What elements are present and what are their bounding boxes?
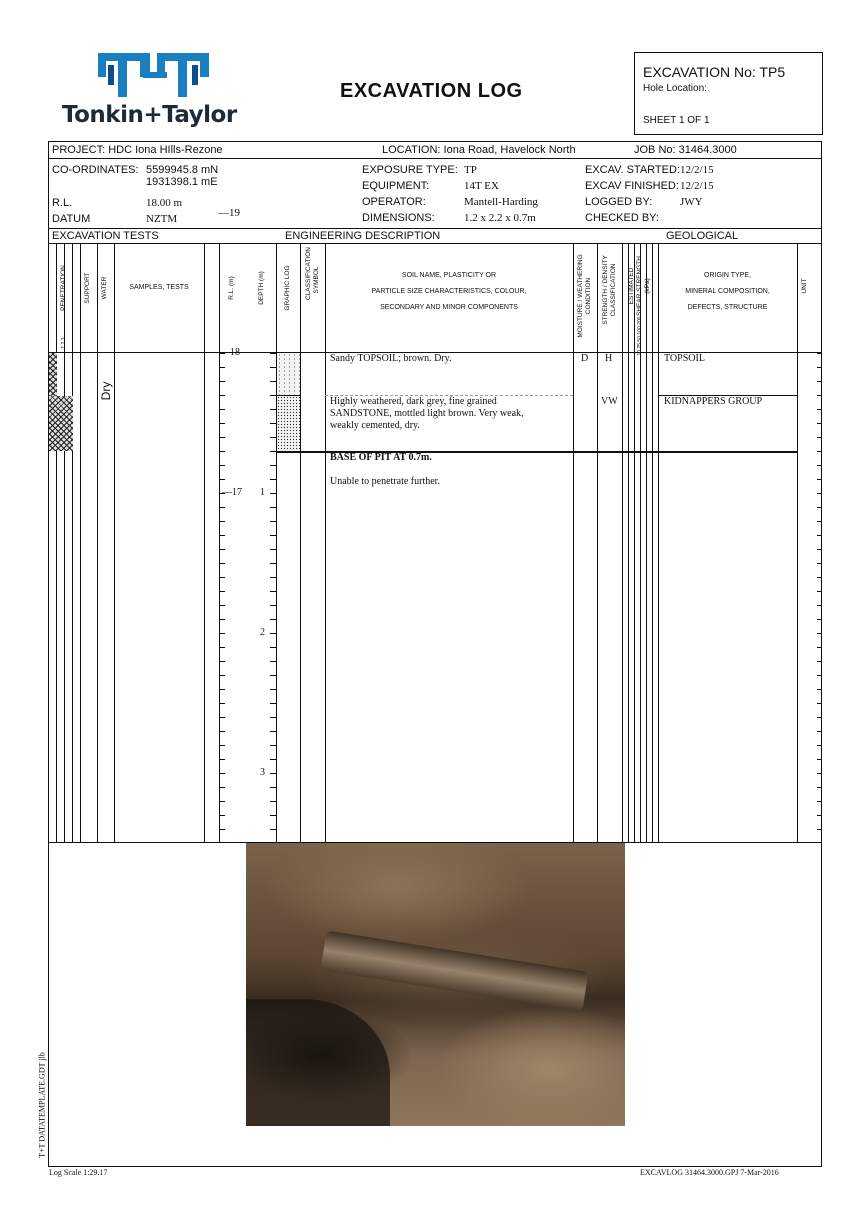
page-title: EXCAVATION LOG [340, 80, 523, 102]
depth-tick [270, 395, 276, 396]
col-moisture: MOISTURE / WEATHERING CONDITION [577, 254, 592, 338]
depth-tick [270, 437, 276, 438]
depth-tick [270, 479, 276, 480]
unit-tick [817, 619, 822, 620]
logged-value: JWY [680, 196, 703, 208]
unit-tick [817, 801, 822, 802]
unit-tick [817, 717, 822, 718]
depth-tick [270, 493, 276, 494]
depth-tick [270, 353, 276, 354]
rl-tick [219, 395, 225, 396]
unit-tick [817, 647, 822, 648]
rl-tick [219, 591, 225, 592]
rl-tick [219, 759, 225, 760]
unit-tick [817, 549, 822, 550]
excavation-photo [246, 843, 625, 1126]
rl-tick [219, 647, 225, 648]
rl-tick [219, 605, 225, 606]
finished-label: EXCAV FINISHED: [585, 180, 679, 192]
logged-label: LOGGED BY: [585, 196, 653, 208]
rl-tick [219, 633, 225, 634]
base-of-pit: BASE OF PIT AT 0.7m. [330, 452, 432, 463]
col-soil-name: SOIL NAME, PLASTICITY OR PARTICLE SIZE CHARACTERISTICS, COLOUR, SECONDARY AND MINOR COMPONENTS [371, 272, 527, 311]
rl-tick [219, 535, 225, 536]
layer2-strength: VW [601, 396, 618, 407]
unit-tick [817, 535, 822, 536]
rl-tick [219, 745, 225, 746]
unit-tick [817, 815, 822, 816]
depth-tick [270, 759, 276, 760]
dimensions-value: 1.2 x 2.2 x 0.7m [464, 212, 536, 224]
depth-tick [270, 465, 276, 466]
depth-tick [270, 409, 276, 410]
exposure-value: TP [464, 164, 477, 176]
col-rl: R.L. (m) [228, 276, 235, 300]
excavation-no-box [634, 52, 823, 135]
rl-tick [219, 829, 225, 830]
unit-tick [817, 591, 822, 592]
rl-tick [219, 381, 225, 382]
unit-tick [817, 465, 822, 466]
col-depth: DEPTH (m) [258, 271, 265, 305]
depth-tick [270, 591, 276, 592]
unit-tick [817, 633, 822, 634]
depth-tick [270, 549, 276, 550]
rl-tick [219, 493, 225, 494]
depth-marker-2: 2 [260, 627, 265, 638]
col-unit: UNIT [801, 278, 808, 294]
depth-tick [270, 689, 276, 690]
graphic-sandstone [277, 396, 300, 451]
company-logo [60, 50, 250, 135]
started-label: EXCAV. STARTED: [585, 164, 680, 176]
location-label: LOCATION: Iona Road, Havelock North [382, 144, 576, 156]
sheet-number: SHEET 1 OF 1 [643, 115, 710, 126]
col-shear: ESTIMATED SHEAR STRENGTH (kPa) [628, 256, 651, 316]
equipment-label: EQUIPMENT: [362, 180, 430, 192]
unit-tick [817, 451, 822, 452]
excavation-no: EXCAVATION No: TP5 [643, 64, 786, 80]
operator-label: OPERATOR: [362, 196, 426, 208]
rl-tick [219, 423, 225, 424]
rl-tick [219, 815, 225, 816]
equipment-value: 14T EX [464, 180, 499, 192]
rl-label: R.L. [52, 197, 73, 209]
finished-value: 12/2/15 [680, 180, 714, 192]
layer2-description: Highly weathered, dark grey, fine grained SANDSTONE, mottled light brown. Very weak, weakly cemented, dry. [330, 396, 524, 431]
unit-tick [817, 563, 822, 564]
depth-tick [270, 647, 276, 648]
rl-tick [219, 619, 225, 620]
tt-logo-icon [60, 50, 250, 105]
depth-tick [270, 605, 276, 606]
section-geological: GEOLOGICAL [666, 230, 739, 242]
started-value: 12/2/15 [680, 164, 714, 176]
rl-tick [219, 521, 225, 522]
unit-tick [817, 409, 822, 410]
rl-tick [219, 703, 225, 704]
depth-tick [270, 815, 276, 816]
rl-tick [219, 689, 225, 690]
unit-tick [817, 479, 822, 480]
depth-tick [270, 423, 276, 424]
rl-tick [219, 465, 225, 466]
depth-tick [270, 577, 276, 578]
rl-tick [219, 507, 225, 508]
dimensions-label: DIMENSIONS: [362, 212, 435, 224]
water-condition: Dry [99, 381, 113, 401]
depth-tick [270, 829, 276, 830]
coordinates-north: 5599945.8 mN [146, 164, 219, 176]
unit-tick [817, 605, 822, 606]
rl-marker-18: 18 [230, 347, 240, 358]
rl-tick [219, 479, 225, 480]
col-water: WATER [101, 276, 108, 300]
col-classification: CLASSIFICATION SYMBOL [305, 247, 320, 300]
rl-marker-17: —17 [222, 487, 242, 498]
depth-tick [270, 535, 276, 536]
unit-tick [817, 367, 822, 368]
col-origin: ORIGIN TYPE, MINERAL COMPOSITION, DEFECTS, STRUCTURE [685, 272, 770, 311]
depth-tick [270, 367, 276, 368]
unit-tick [817, 787, 822, 788]
operator-value: Mantell-Harding [464, 196, 538, 208]
section-excavation-tests: EXCAVATION TESTS [52, 230, 159, 242]
depth-tick [270, 787, 276, 788]
depth-tick [270, 507, 276, 508]
unit-tick [817, 703, 822, 704]
coordinates-east: 1931398.1 mE [146, 176, 218, 188]
log-note: Unable to penetrate further. [330, 476, 440, 487]
rl-tick [219, 717, 225, 718]
rl-tick [219, 409, 225, 410]
depth-tick [270, 661, 276, 662]
checked-label: CHECKED BY: [585, 212, 659, 224]
unit-tick [817, 689, 822, 690]
layer1-description: Sandy TOPSOIL; brown. Dry. [330, 353, 452, 364]
layer1-moisture: D [581, 353, 589, 364]
depth-tick [270, 563, 276, 564]
unit-tick [817, 395, 822, 396]
rl-tick [219, 563, 225, 564]
rl-tick [219, 451, 225, 452]
col-graphic-log: GRAPHIC LOG [284, 265, 291, 311]
layer2-geological: KIDNAPPERS GROUP [664, 396, 763, 407]
col-support: SUPPORT [84, 272, 91, 304]
rl-value: 18.00 m [146, 197, 183, 209]
graphic-topsoil [277, 353, 300, 395]
unit-tick [817, 437, 822, 438]
penetration-bar-2 [49, 396, 73, 451]
exposure-label: EXPOSURE TYPE: [362, 164, 458, 176]
layer1-geological: TOPSOIL [664, 353, 705, 364]
depth-tick [270, 801, 276, 802]
depth-marker-1: 1 [260, 487, 265, 498]
unit-tick [817, 773, 822, 774]
rl-tick [219, 437, 225, 438]
unit-tick [817, 759, 822, 760]
unit-tick [817, 381, 822, 382]
rl-marker-19: —19 [218, 207, 240, 219]
depth-tick [270, 745, 276, 746]
depth-tick [270, 521, 276, 522]
col-penetration-scale: 1 2 3 [61, 337, 67, 349]
depth-tick [270, 633, 276, 634]
file-reference: EXCAVLOG 31464.3000.GPJ 7-Mar-2016 [640, 1168, 779, 1177]
unit-tick [817, 423, 822, 424]
rl-tick [219, 577, 225, 578]
logo-text: Tonkin+Taylor [62, 102, 237, 128]
layer1-strength: H [605, 353, 613, 364]
job-number: JOB No: 31464.3000 [634, 144, 737, 156]
depth-tick [270, 675, 276, 676]
unit-tick [817, 507, 822, 508]
depth-marker-3: 3 [260, 767, 265, 778]
template-reference: T+T DATATEMPLATE.GDT jlb [37, 1052, 47, 1158]
section-engineering-description: ENGINEERING DESCRIPTION [285, 230, 441, 242]
rl-tick [219, 353, 225, 354]
unit-tick [817, 353, 822, 354]
depth-tick [270, 381, 276, 382]
col-strength: STRENGTH / DENSITY CLASSIFICATION [602, 255, 617, 325]
unit-tick [817, 521, 822, 522]
unit-tick [817, 493, 822, 494]
datum-value: NZTM [146, 213, 178, 225]
depth-tick [270, 773, 276, 774]
unit-tick [817, 829, 822, 830]
penetration-bar-1 [49, 353, 57, 396]
rl-tick [219, 367, 225, 368]
unit-tick [817, 731, 822, 732]
rl-tick [219, 801, 225, 802]
rl-tick [219, 675, 225, 676]
project-label: PROJECT: HDC Iona HIlls-Rezone [52, 144, 223, 156]
coordinates-label: CO-ORDINATES: [52, 164, 139, 176]
hole-location: Hole Location: [643, 83, 707, 94]
rl-tick [219, 773, 225, 774]
depth-tick [270, 703, 276, 704]
col-shear-scale: 10 25 50 100 200 [637, 316, 643, 356]
depth-tick [270, 731, 276, 732]
rl-tick [219, 549, 225, 550]
unit-tick [817, 675, 822, 676]
col-samples: SAMPLES, TESTS [129, 284, 189, 291]
depth-tick [270, 451, 276, 452]
rl-tick [219, 731, 225, 732]
unit-tick [817, 745, 822, 746]
unit-tick [817, 577, 822, 578]
depth-tick [270, 619, 276, 620]
log-scale: Log Scale 1:29.17 [49, 1168, 108, 1177]
datum-label: DATUM [52, 213, 91, 225]
depth-tick [270, 717, 276, 718]
rl-tick [219, 787, 225, 788]
unit-tick [817, 661, 822, 662]
col-penetration: PENETRATION [60, 265, 67, 311]
rl-tick [219, 661, 225, 662]
